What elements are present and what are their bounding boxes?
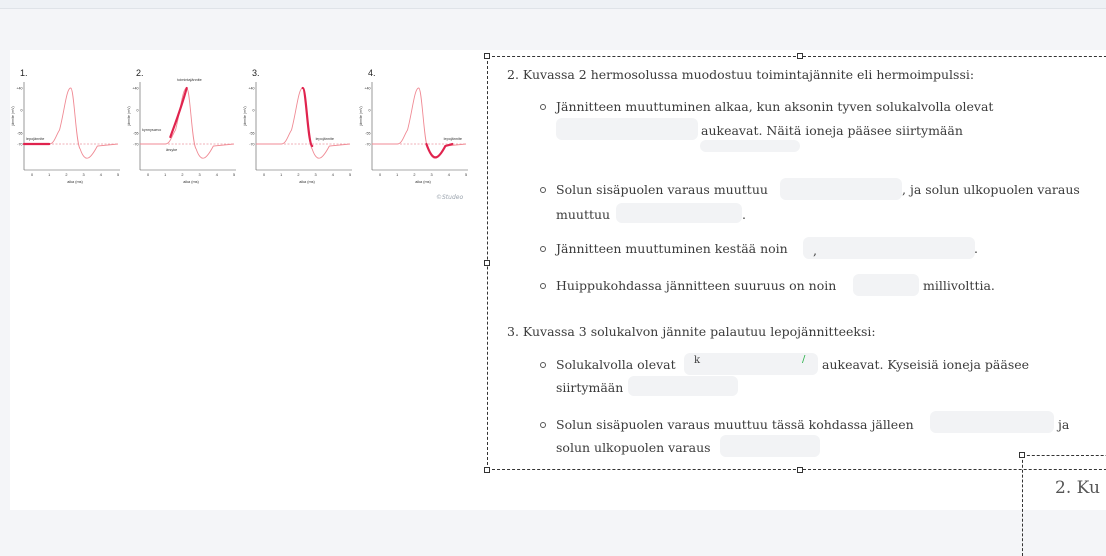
q3-item1-text: Solukalvolla olevat xyxy=(556,357,676,372)
y-tick-label: -70 xyxy=(133,142,139,147)
answer-blank[interactable] xyxy=(616,203,742,223)
y-tick-label: 0 xyxy=(136,108,139,113)
y-axis-label: jännite (mV) xyxy=(127,106,131,126)
x-tick-label: 1 xyxy=(164,173,167,177)
x-tick-label: 3 xyxy=(430,173,433,177)
resize-handle[interactable] xyxy=(484,467,490,473)
y-tick-label: -55 xyxy=(133,131,139,136)
y-axis-label: jännite (mV) xyxy=(359,106,363,126)
figure-number: 1. xyxy=(20,68,28,78)
x-tick-label: 5 xyxy=(464,173,468,177)
y-tick-label: +40 xyxy=(248,86,255,91)
potential-curve xyxy=(24,88,118,158)
x-tick-label: 4 xyxy=(215,173,218,177)
action-potential-chart xyxy=(243,60,362,190)
bullet xyxy=(540,422,546,428)
figure-number: 2. xyxy=(136,68,144,78)
q2-item2-text: Solun sisäpuolen varaus muuttuu xyxy=(556,182,768,197)
y-axis-label: jännite (mV) xyxy=(243,106,247,126)
x-tick-label: 4 xyxy=(447,173,450,177)
x-tick-label: 2 xyxy=(297,173,300,177)
bullet xyxy=(540,246,546,252)
q3-item2-text: Solun sisäpuolen varaus muuttuu tässä kohdassa jälleen xyxy=(556,417,914,432)
x-axis-label: aika (ms) xyxy=(183,180,199,184)
y-tick-label: -55 xyxy=(365,131,371,136)
y-axis-label: jännite (mV) xyxy=(11,106,15,126)
x-axis-label: aika (ms) xyxy=(299,180,315,184)
x-axis-label: aika (ms) xyxy=(67,180,83,184)
resize-handle[interactable] xyxy=(1019,452,1025,458)
potential-curve xyxy=(140,88,234,158)
resize-handle[interactable] xyxy=(797,467,803,473)
q2-item1-text-cont: aukeavat. Näitä ioneja pääsee siirtymään xyxy=(701,123,963,138)
highlighted-phase xyxy=(426,144,452,157)
potential-curve xyxy=(372,88,466,158)
check-icon: / xyxy=(802,354,806,365)
next-box-title: 2. Ku xyxy=(1055,478,1100,498)
image-credit: ©Studeo xyxy=(436,194,464,201)
y-tick-label: 0 xyxy=(252,108,255,113)
bullet xyxy=(540,104,546,110)
bullet xyxy=(540,362,546,368)
x-tick-label: 2 xyxy=(65,173,68,177)
q2-item2-text-b: , ja solun ulkopuolen varaus xyxy=(902,182,1080,197)
q3-item2-text-c: solun ulkopuolen varaus xyxy=(556,440,711,455)
action-potential-chart xyxy=(11,60,130,190)
curve-annotation: lepojännite xyxy=(443,137,463,141)
bullet xyxy=(540,283,546,289)
x-tick-label: 2 xyxy=(413,173,416,177)
answer-blank[interactable] xyxy=(684,353,818,375)
action-potential-chart xyxy=(127,60,246,190)
y-tick-label: -55 xyxy=(17,131,23,136)
curve-annotation: lepojännite xyxy=(26,137,45,141)
q3-item2-text-b: ja xyxy=(1058,417,1070,432)
x-tick-label: 0 xyxy=(378,173,382,177)
q3-item1-fragment: k xyxy=(694,355,701,366)
question-2-title: 2. Kuvassa 2 hermosolussa muodostuu toimintajännite eli hermoimpulssi: xyxy=(507,67,975,82)
figure-2 xyxy=(127,60,246,190)
action-potential-chart xyxy=(359,60,478,190)
y-tick-label: +40 xyxy=(364,86,371,91)
highlighted-phase xyxy=(170,88,186,137)
answer-blank[interactable] xyxy=(700,140,800,152)
q3-item1-text-c: siirtymään xyxy=(556,380,624,395)
figure-1 xyxy=(11,60,130,190)
q3-item1-text-b: aukeavat. Kyseisiä ioneja pääsee xyxy=(822,357,1030,372)
curve-annotation: toimintajännite xyxy=(177,78,202,82)
x-tick-label: 1 xyxy=(280,173,283,177)
curve-annotation: lepojännite xyxy=(315,137,334,141)
figure-number: 3. xyxy=(252,68,260,78)
q2-item1-text: Jännitteen muuttuminen alkaa, kun aksonin tyven solukalvolla olevat xyxy=(556,99,994,114)
x-tick-label: 3 xyxy=(314,173,317,177)
y-tick-label: -70 xyxy=(365,142,371,147)
top-toolbar xyxy=(0,0,1106,9)
x-tick-label: 3 xyxy=(198,173,201,177)
q2-item2-text-c: muuttuu xyxy=(556,207,611,222)
x-tick-label: 5 xyxy=(116,173,120,177)
bullet xyxy=(540,187,546,193)
x-tick-label: 4 xyxy=(99,173,102,177)
answer-blank[interactable] xyxy=(780,178,902,200)
potential-curve xyxy=(256,88,350,158)
resize-handle[interactable] xyxy=(484,260,490,266)
curve-annotation: kynnysarvo xyxy=(142,128,162,132)
y-tick-label: -55 xyxy=(249,131,255,136)
x-tick-label: 2 xyxy=(181,173,184,177)
x-tick-label: 5 xyxy=(348,173,352,177)
y-tick-label: 0 xyxy=(20,108,23,113)
resize-handle[interactable] xyxy=(797,53,803,59)
action-potential-figures xyxy=(11,60,478,210)
y-tick-label: -70 xyxy=(17,142,23,147)
x-tick-label: 5 xyxy=(232,173,236,177)
x-tick-label: 1 xyxy=(48,173,51,177)
y-tick-label: +40 xyxy=(132,86,139,91)
figure-4 xyxy=(359,60,478,190)
curve-annotation: ärsyke xyxy=(166,148,178,152)
q2-item3-end: . xyxy=(974,241,978,256)
q2-item3-text: Jännitteen muuttuminen kestää noin xyxy=(556,241,788,256)
x-tick-label: 0 xyxy=(262,173,266,177)
x-tick-label: 3 xyxy=(82,173,85,177)
answer-blank[interactable] xyxy=(853,274,919,296)
answer-blank[interactable] xyxy=(930,411,1054,433)
answer-blank[interactable] xyxy=(628,376,738,396)
answer-blank[interactable] xyxy=(720,435,820,457)
y-tick-label: -70 xyxy=(249,142,255,147)
figure-3 xyxy=(243,60,362,190)
x-tick-label: 0 xyxy=(30,173,34,177)
x-tick-label: 0 xyxy=(146,173,150,177)
x-axis-label: aika (ms) xyxy=(415,180,431,184)
x-tick-label: 1 xyxy=(396,173,399,177)
answer-blank[interactable] xyxy=(556,118,698,140)
y-tick-label: 0 xyxy=(368,108,371,113)
q2-item4-text: Huippukohdassa jännitteen suuruus on noin xyxy=(556,278,837,293)
q2-item4-text-b: millivolttia. xyxy=(923,278,995,293)
resize-handle[interactable] xyxy=(484,53,490,59)
answer-blank[interactable] xyxy=(803,237,975,259)
q2-item3-comma: , xyxy=(813,243,817,258)
figure-number: 4. xyxy=(368,68,376,78)
y-tick-label: +40 xyxy=(16,86,23,91)
question-3-title: 3. Kuvassa 3 solukalvon jännite palautuu lepojännitteeksi: xyxy=(507,324,876,339)
x-tick-label: 4 xyxy=(331,173,334,177)
highlighted-phase xyxy=(303,88,312,146)
q2-item2-text-d: . xyxy=(742,207,746,222)
